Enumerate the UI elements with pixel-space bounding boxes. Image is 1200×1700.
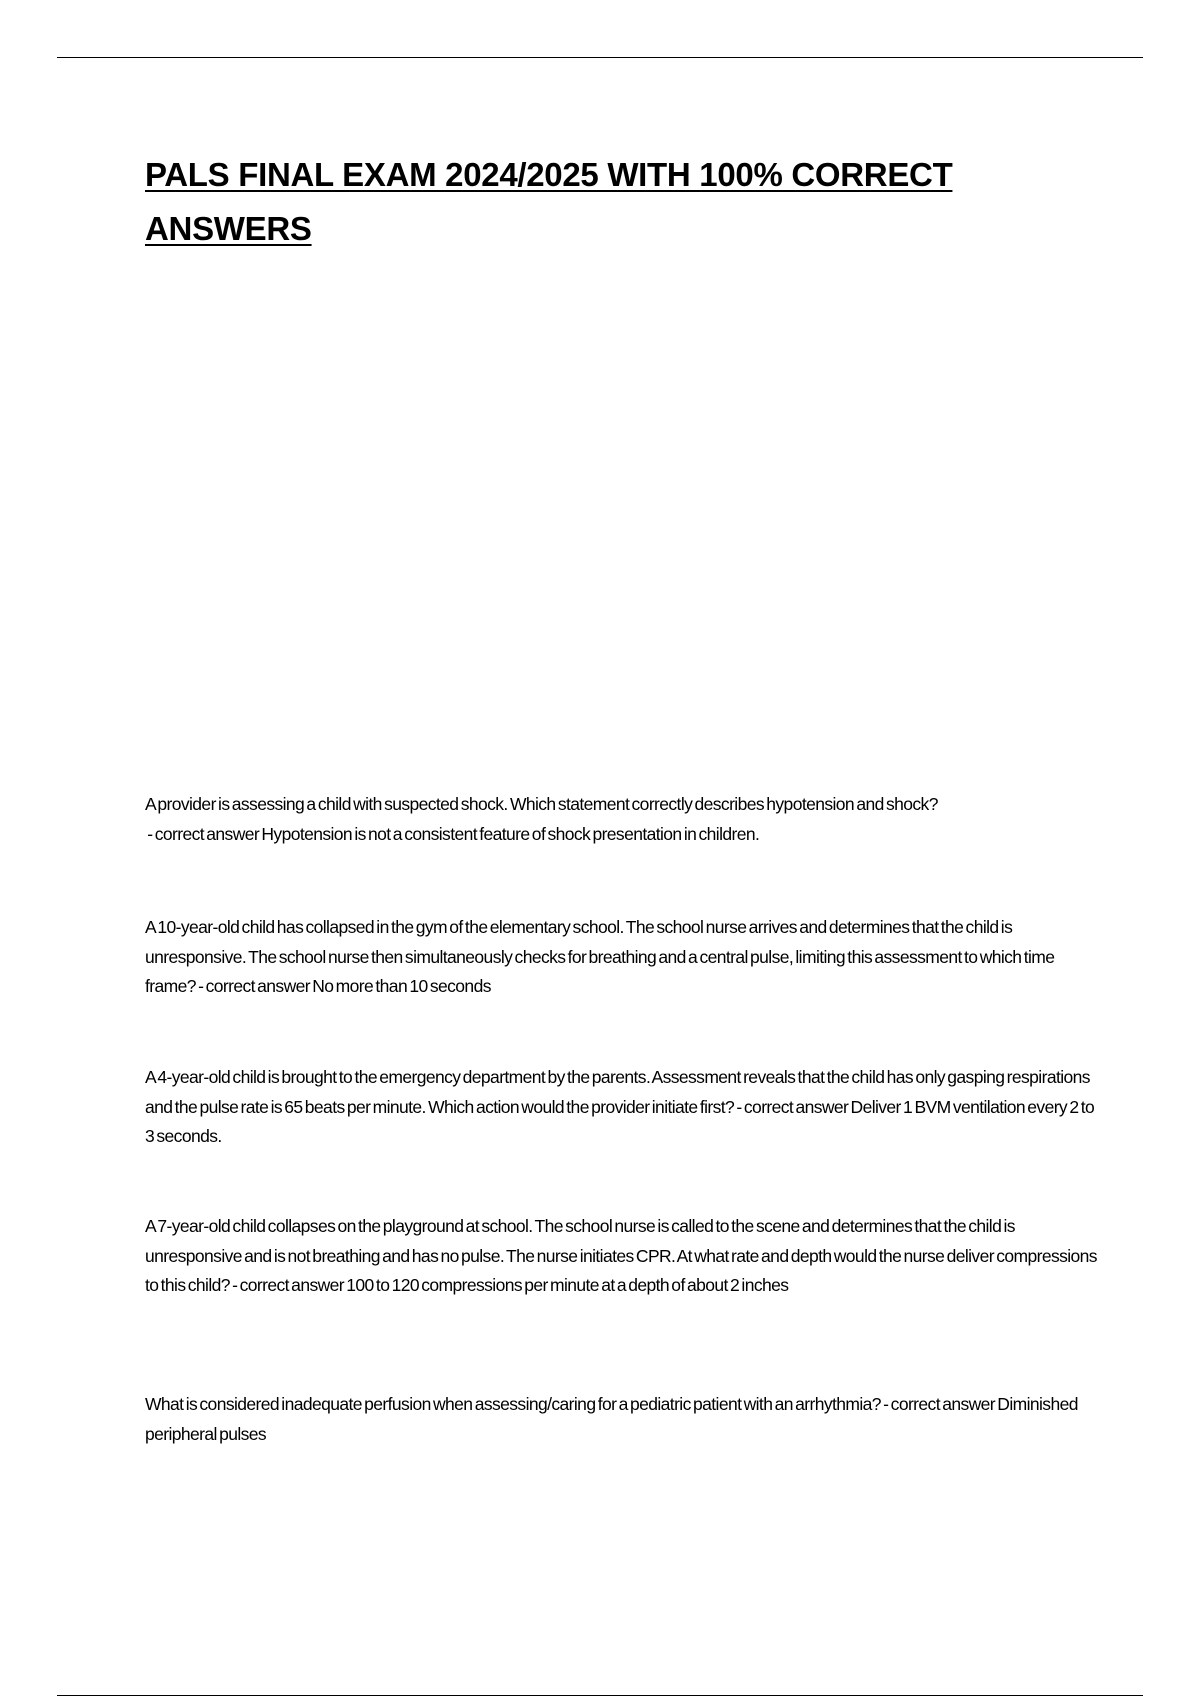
qa-item [145, 913, 1105, 1002]
bottom-rule [57, 1695, 1143, 1696]
qa-item [145, 1212, 1105, 1301]
question-text: A 4-year-old child is brought to the emergency department by the parents. Assessment reveals that the child has only gasping respirations and the pulse rate is 65 beats per minute. Which action would the provider initiate first? [145, 1067, 1090, 1117]
question-text: What is considered inadequate perfusion when assessing/caring for a pediatric patient with an arrhythmia? [145, 1394, 881, 1414]
answer-separator: - correct answer [880, 1394, 998, 1414]
answer-text: Hypotension is not a consistent feature of shock presentation in children. [261, 823, 760, 844]
answer-text: 100 to 120 compressions per minute at a depth of about 2 inches [346, 1275, 789, 1295]
answer-text: Diminished peripheral pulses [145, 1394, 1078, 1444]
question-text: A provider is assessing a child with suspected shock. Which statement correctly describes hypotension and shock? [145, 794, 938, 814]
answer-text: Deliver 1 BVM ventilation every 2 to 3 seconds. [145, 1096, 1095, 1146]
answer-separator: - correct answer [195, 976, 313, 996]
answer-separator: - correct answer [734, 1096, 851, 1117]
question-text: A 10-year-old child has collapsed in the gym of the elementary school. The school nurse arrives and determines that the child is unresponsive. The school nurse then simultaneously checks for breathing and a central pulse, limiting this assessment to which time frame? [145, 917, 1055, 996]
question-text: A 7-year-old child collapses on the playground at school. The school nurse is called to the scene and determines that the child is unresponsive and is not breathing and has no pulse. The nurse initiates CPR. At what rate and depth would the nurse deliver compressions to this child? [145, 1216, 1097, 1295]
answer-text: No more than 10 seconds [312, 976, 491, 996]
qa-item [145, 1390, 1105, 1449]
top-rule [57, 57, 1143, 58]
qa-item [145, 790, 1105, 849]
answer-separator: - correct answer [145, 823, 262, 844]
qa-item [145, 1063, 1105, 1152]
answer-separator: - correct answer [229, 1275, 347, 1295]
document-title: PALS FINAL EXAM 2024/2025 WITH 100% CORRECT ANSWERS [145, 156, 953, 247]
